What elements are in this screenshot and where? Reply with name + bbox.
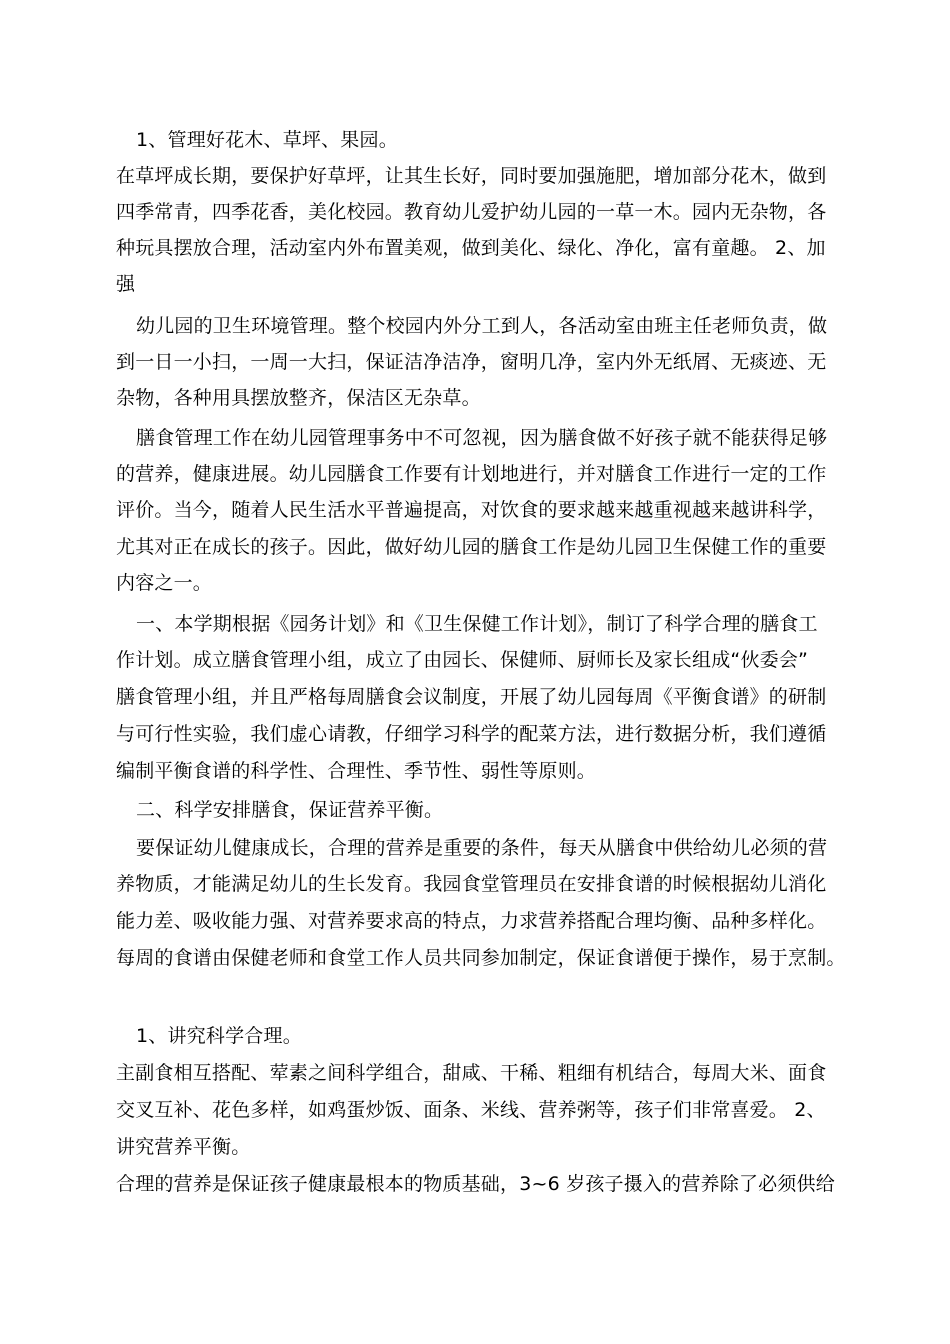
- paragraph-line: 强: [116, 273, 136, 295]
- subheading-1: 1、管理好花木、草坪、果园。: [136, 129, 398, 151]
- paragraph-line: 能力差、吸收能力强、对营养要求高的特点，力求营养搭配合理均衡、品种多样化。: [116, 910, 827, 932]
- paragraph-line: 讲究营养平衡。: [116, 1136, 251, 1158]
- paragraph-line: 尤其对正在成长的孩子。因此，做好幼儿园的膳食工作是幼儿园卫生保健工作的重要: [116, 536, 827, 558]
- paragraph-line: 评价。当今，随着人民生活水平普遍提高，对饮食的要求越来越重视越来越讲科学，: [116, 499, 827, 521]
- paragraph-line: 膳食管理工作在幼儿园管理事务中不可忽视，因为膳食做不好孩子就不能获得足够: [136, 427, 828, 449]
- paragraph-line: 种玩具摆放合理，活动室内外布置美观，做到美化、绿化、净化，富有童趣。 2、加: [116, 237, 826, 259]
- paragraph-line: 作计划。成立膳食管理小组，成立了由园长、保健师、厨师长及家长组成“伙委会”: [116, 649, 809, 671]
- paragraph-line: 每周的食谱由保健老师和食堂工作人员共同参加制定，保证食谱便于操作，易于烹制。: [116, 947, 846, 969]
- paragraph-line: 编制平衡食谱的科学性、合理性、季节性、弱性等原则。: [116, 760, 597, 782]
- paragraph-line: 的营养，健康进展。幼儿园膳食工作要有计划地进行，并对膳食工作进行一定的工作: [116, 463, 827, 485]
- paragraph-line: 杂物，各种用具摆放整齐，保洁区无杂草。: [116, 387, 481, 409]
- paragraph-line: 要保证幼儿健康成长，合理的营养是重要的条件，每天从膳食中供给幼儿必须的营: [136, 837, 828, 859]
- paragraph-line: 到一日一小扫，一周一大扫，保证洁净洁净，窗明几净，室内外无纸屑、无痰迹、无: [116, 351, 827, 373]
- paragraph-line: 膳食管理小组，并且严格每周膳食会议制度，开展了幼儿园每周《平衡食谱》的研制: [116, 686, 827, 708]
- paragraph-line: 幼儿园的卫生环境管理。整个校园内外分工到人，各活动室由班主任老师负责，做: [136, 315, 828, 337]
- paragraph-line: 一、本学期根据《园务计划》和《卫生保健工作计划》，制订了科学合理的膳食工: [136, 613, 818, 635]
- subheading-1: 1、讲究科学合理。: [136, 1025, 302, 1047]
- paragraph-line: 交叉互补、花色多样，如鸡蛋炒饭、面条、米线、营养粥等，孩子们非常喜爱。 2、: [116, 1099, 826, 1121]
- paragraph-line: 四季常青，四季花香，美化校园。教育幼儿爱护幼儿园的一草一木。园内无杂物，各: [116, 201, 827, 223]
- paragraph-line: 养物质，才能满足幼儿的生长发育。我园食堂管理员在安排食谱的时候根据幼儿消化: [116, 873, 827, 895]
- section-heading: 二、科学安排膳食，保证营养平衡。: [136, 799, 444, 821]
- paragraph-line: 与可行性实验，我们虚心请教，仔细学习科学的配菜方法，进行数据分析，我们遵循: [116, 723, 827, 745]
- paragraph-line: 主副食相互搭配、荤素之间科学组合，甜咸、干稀、粗细有机结合，每周大米、面食: [116, 1062, 827, 1084]
- paragraph-line: 合理的营养是保证孩子健康最根本的物质基础，3~6 岁孩子摄入的营养除了必须供给: [116, 1173, 835, 1195]
- paragraph-line: 内容之一。: [116, 572, 213, 594]
- paragraph-line: 在草坪成长期，要保护好草坪，让其生长好，同时要加强施肥，增加部分花木，做到: [116, 165, 827, 187]
